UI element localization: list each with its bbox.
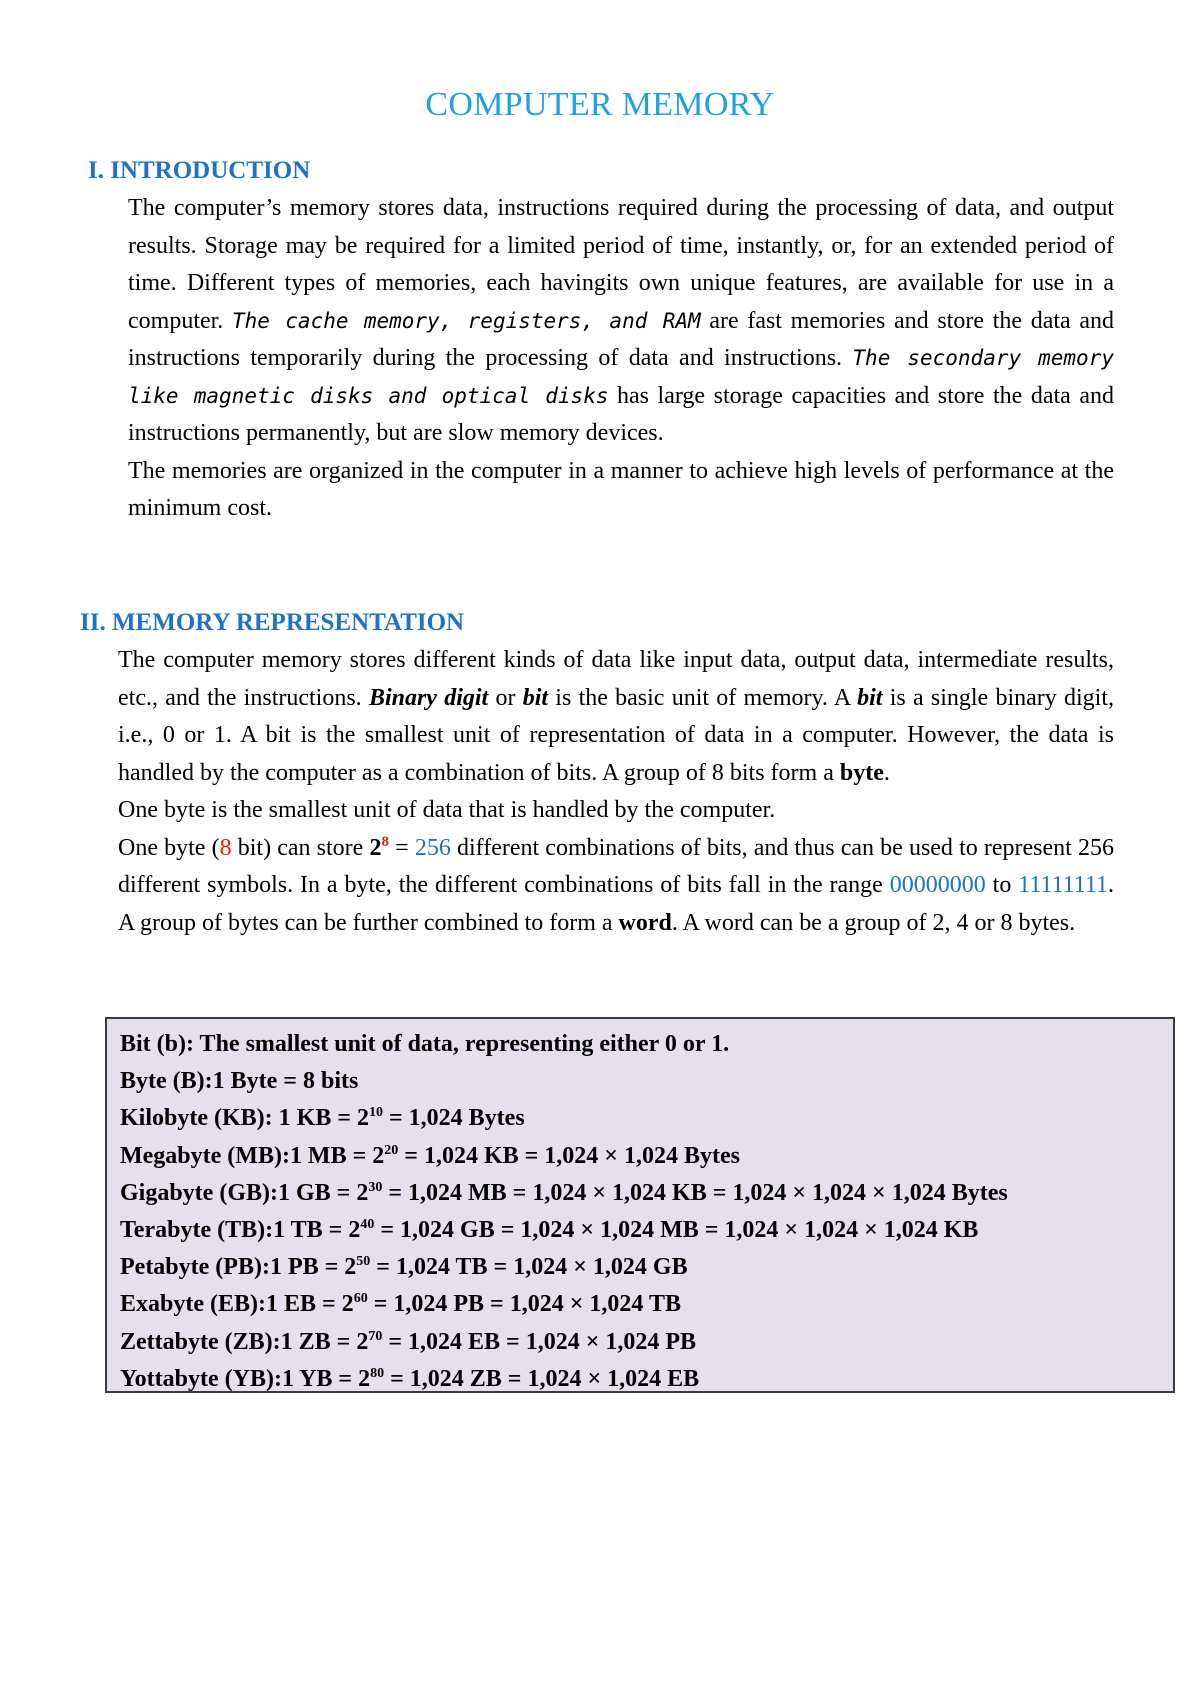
storage-units-box: [105, 1017, 1175, 1393]
memory-representation-paragraph-2: One byte is the smallest unit of data that is handled by the computer.: [118, 797, 776, 823]
unit-row-megabyte: Megabyte (MB):1 MB = $2^{20} = 1,024$ KB = 1,024 × 1,024 Bytes: [120, 1142, 740, 1169]
unit-row-bit: Bit (b): The smallest unit of data, representing either 0 or 1.: [120, 1031, 730, 1057]
unit-row-kilobyte: Kilobyte (KB): 1 KB = $2^{10} = 1,024$ Bytes: [120, 1105, 525, 1132]
combinations-count: 256: [414, 834, 451, 861]
bit-term: bit: [522, 684, 549, 711]
introduction-paragraph-2: The memories are organized in the computer in a manner to achieve high levels of performance at the minimum cost.: [128, 457, 1114, 521]
unit-row-terabyte: Terabyte (TB):1 TB = $2^{40} = 1,024$ GB = 1,024 × 1,024 MB = 1,024 × 1,024 × 1,024 KB: [120, 1217, 979, 1244]
bit-term-2: bit: [857, 684, 883, 711]
unit-row-gigabyte: Gigabyte (GB):1 GB = $2^{30} = 1,024$ MB = 1,024 × 1,024 KB = 1,024 × 1,024 × 1,024 Bytes: [120, 1179, 1008, 1206]
power-exponent: 8: [381, 833, 389, 850]
unit-row-petabyte: Petabyte (PB):1 PB = $2^{50} = 1,024$ TB = 1,024 × 1,024 GB: [120, 1254, 688, 1281]
memory-representation-paragraph-3: One byte (8 bit) can store $2^8 = 256$ different combinations of bits, and thus can be used to represent 256 different symbols. In a byte, the different combinations of bits fall in the range 00000000 to 11111111. A group of bytes can be further combined to form a word. A word can be a group of 2, 4 or 8 bytes.: [118, 833, 1114, 936]
section-heading-memory-representation: II. MEMORY REPRESENTATION: [80, 609, 465, 636]
unit-row-yottabyte: Yottabyte (YB):1 YB = $2^{80} = 1,024$ ZB = 1,024 × 1,024 EB: [120, 1365, 700, 1392]
unit-row-byte: Byte (B):1 Byte = 8 bits: [120, 1068, 359, 1095]
binary-digit-term: Binary digit: [368, 684, 489, 711]
memory-representation-body: [118, 642, 1114, 942]
memory-representation-paragraph-1: The computer memory stores different kinds of data like input data, output data, intermediate results, etc., and the instructions. Binary digit or bit is the basic unit of memory. A bit is a single binary digit, i.e., 0 or 1. A bit is the smallest unit of representation of data in a computer. However, the data is handled by the computer as a combination of bits. A group of 8 bits form a byte.: [118, 647, 1115, 786]
power-base: 2: [369, 834, 382, 861]
fast-memories-italic: The cache memory, registers, and RAM: [232, 308, 701, 333]
range-start: 00000000: [889, 872, 986, 898]
secondary-memory-italic: The secondary memory like magnetic disks and optical disks: [128, 346, 1114, 408]
word-term: word: [618, 909, 672, 936]
page-title: COMPUTER MEMORY: [425, 86, 775, 123]
section-heading-introduction: I. INTRODUCTION: [88, 157, 311, 184]
byte-term: byte: [839, 759, 884, 786]
unit-row-zettabyte: Zettabyte (ZB):1 ZB = $2^{70} = 1,024$ EB = 1,024 × 1,024 PB: [120, 1328, 697, 1355]
unit-row-exabyte: Exabyte (EB):1 EB = $2^{60} = 1,024$ PB = 1,024 × 1,024 TB: [120, 1291, 681, 1318]
introduction-paragraph-1: The computer’s memory stores data, instructions required during the processing of data, and output results. Storage may be required for a limited period of time, instantly, or, for an extended period of time. Different types of memories, each havingits own unique features, are available for use in a computer. The cache memory, registers, and RAM are fast memories and store the data and instructions temporarily during the processing of data and instructions. The secondary memory like magnetic disks and optical disks has large storage capacities and store the data and instructions permanently, but are slow memory devices.: [128, 195, 1115, 446]
eight-bits-highlight: 8: [219, 834, 232, 861]
range-end: 11111111: [1018, 872, 1108, 898]
introduction-body: [128, 190, 1114, 528]
